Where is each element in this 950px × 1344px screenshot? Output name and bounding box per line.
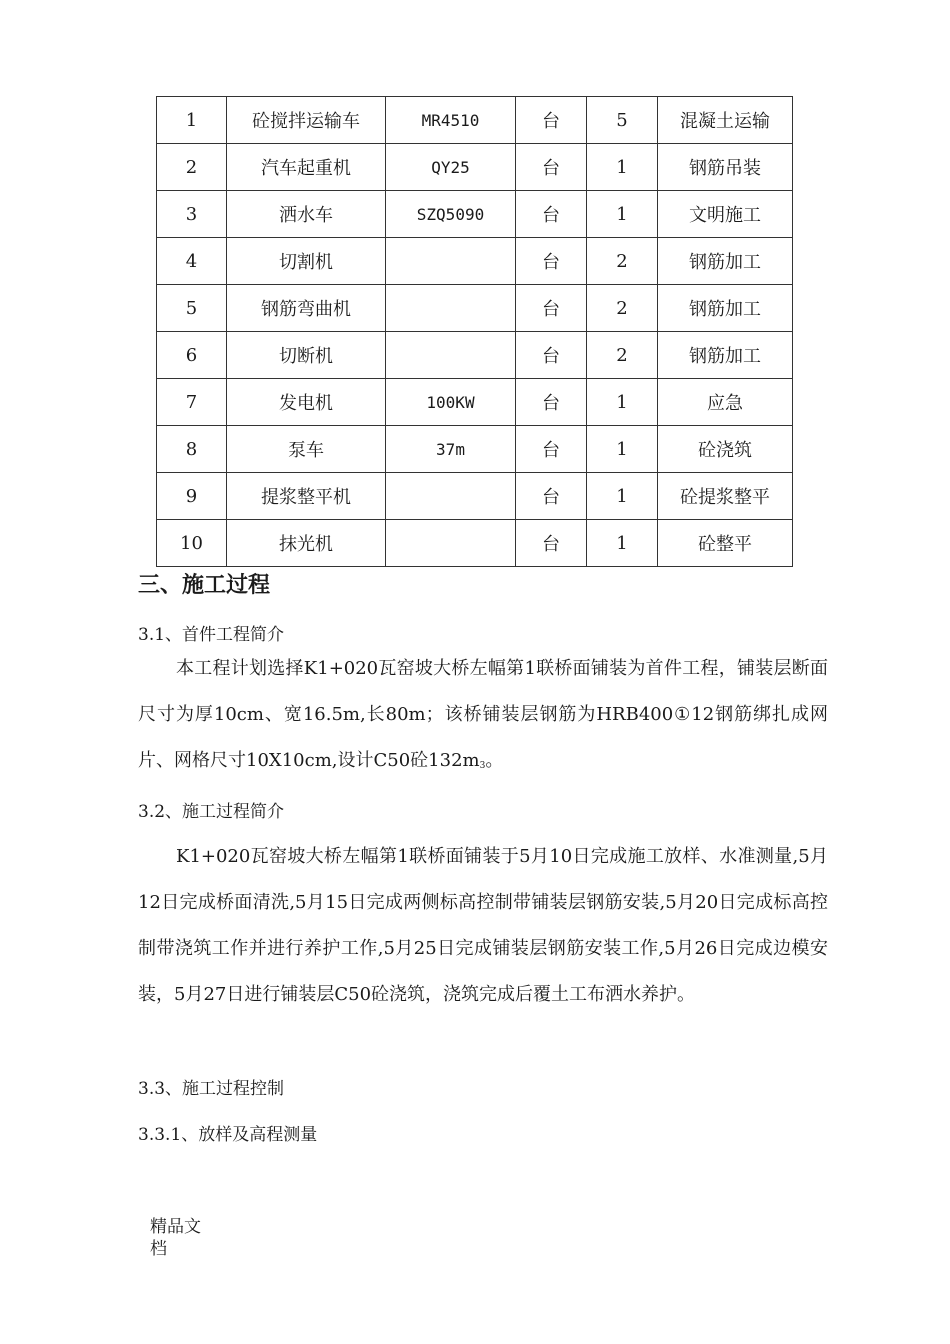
cell-number: 8 [157,426,227,473]
table-row [157,379,793,426]
cell-equipment-name: 发电机 [227,379,386,426]
cell-unit: 台 [516,473,587,520]
cell-equipment-name: 抹光机 [227,520,386,567]
subsection-3-1-heading: 3.1、首件工程简介 [138,625,285,645]
table-row [157,520,793,567]
section-title: 三、施工过程 [138,572,271,598]
table-row [157,285,793,332]
cell-model [386,285,516,332]
cell-model [386,238,516,285]
cell-quantity: 5 [587,97,658,144]
cell-number: 6 [157,332,227,379]
cell-unit: 台 [516,97,587,144]
subsection-3-1-paragraph [138,646,828,789]
cell-unit: 台 [516,191,587,238]
cell-quantity: 1 [587,191,658,238]
cell-model: MR4510 [386,97,516,144]
unit-superscript: 3 [479,761,486,771]
paragraph-end: 。 [485,750,504,771]
cell-number: 10 [157,520,227,567]
cell-equipment-name: 钢筋弯曲机 [227,285,386,332]
cell-quantity: 2 [587,332,658,379]
table-row [157,97,793,144]
cell-equipment-name: 砼搅拌运输车 [227,97,386,144]
cell-model: 37m [386,426,516,473]
paragraph-text: 本工程计划选择K1+020瓦窑坡大桥左幅第1联桥面铺装为首件工程，铺装层断面尺寸为厚10cm、宽16.5m,长80m；该桥铺装层钢筋为HRB400①12钢筋绑扎成网片、网格尺寸10X10cm,设计C50砼132m [138,658,828,771]
table-row [157,426,793,473]
cell-quantity: 1 [587,520,658,567]
table-row [157,191,793,238]
subsection-3-3-heading: 3.3、施工过程控制 [138,1079,285,1099]
cell-equipment-name: 洒水车 [227,191,386,238]
cell-unit: 台 [516,332,587,379]
equipment-table [156,96,793,567]
cell-number: 5 [157,285,227,332]
cell-purpose: 混凝土运输 [658,97,793,144]
table-row [157,332,793,379]
cell-number: 4 [157,238,227,285]
cell-unit: 台 [516,379,587,426]
cell-model [386,520,516,567]
cell-equipment-name: 泵车 [227,426,386,473]
cell-purpose: 钢筋吊装 [658,144,793,191]
cell-number: 9 [157,473,227,520]
cell-purpose: 砼浇筑 [658,426,793,473]
cell-quantity: 1 [587,379,658,426]
cell-model [386,332,516,379]
cell-model: QY25 [386,144,516,191]
table-row [157,238,793,285]
cell-quantity: 1 [587,144,658,191]
cell-purpose: 应急 [658,379,793,426]
cell-model: 100KW [386,379,516,426]
cell-quantity: 1 [587,426,658,473]
cell-purpose: 钢筋加工 [658,285,793,332]
cell-purpose: 文明施工 [658,191,793,238]
cell-quantity: 1 [587,473,658,520]
cell-purpose: 钢筋加工 [658,238,793,285]
cell-purpose: 钢筋加工 [658,332,793,379]
cell-unit: 台 [516,285,587,332]
equipment-table-body [157,97,793,567]
cell-model [386,473,516,520]
footer-label: 精品文档 [150,1217,201,1259]
cell-quantity: 2 [587,285,658,332]
cell-equipment-name: 切断机 [227,332,386,379]
subsection-3-2-heading: 3.2、施工过程简介 [138,802,285,822]
cell-unit: 台 [516,426,587,473]
cell-number: 2 [157,144,227,191]
cell-number: 1 [157,97,227,144]
cell-unit: 台 [516,520,587,567]
cell-equipment-name: 提浆整平机 [227,473,386,520]
cell-unit: 台 [516,238,587,285]
subsection-3-3-1-heading: 3.3.1、放样及高程测量 [138,1125,318,1145]
subsection-3-2-paragraph: K1+020瓦窑坡大桥左幅第1联桥面铺装于5月10日完成施工放样、水准测量,5月12日完成桥面清洗,5月15日完成两侧标高控制带铺装层钢筋安装,5月20日完成标高控制带浇筑工作并进行养护工作,5月25日完成铺装层钢筋安装工作,5月26日完成边模安装，5月27日进行铺装层C50砼浇筑，浇筑完成后覆土工布洒水养护。 [138,846,828,1005]
table-row [157,473,793,520]
cell-number: 3 [157,191,227,238]
cell-equipment-name: 汽车起重机 [227,144,386,191]
cell-purpose: 砼整平 [658,520,793,567]
cell-unit: 台 [516,144,587,191]
cell-number: 7 [157,379,227,426]
cell-model: SZQ5090 [386,191,516,238]
cell-purpose: 砼提浆整平 [658,473,793,520]
cell-quantity: 2 [587,238,658,285]
table-row [157,144,793,191]
cell-equipment-name: 切割机 [227,238,386,285]
